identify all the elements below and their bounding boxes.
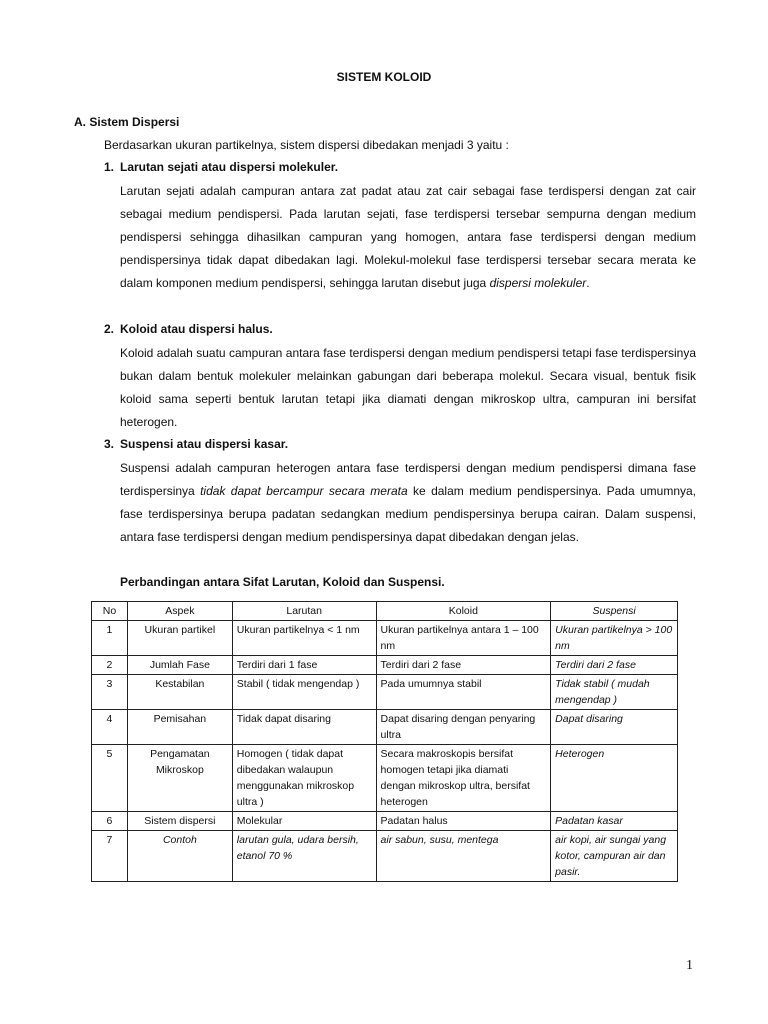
para-emphasis: tidak dapat bercampur secara merata [200,484,408,498]
table-row [92,710,678,745]
cell-suspensi: Terdiri dari 2 fase [551,656,678,675]
item-paragraph [120,180,696,295]
item-title [104,437,696,451]
cell-suspensi: Padatan kasar [551,812,678,831]
item-number: 1. [104,160,115,174]
item-title [104,160,696,174]
para-text: . [586,276,590,290]
cell-no: 2 [92,656,128,675]
cell-larutan: Homogen ( tidak dapat dibedakan walaupun menggunakan mikroskop ultra ) [232,745,376,812]
cell-koloid: Dapat disaring dengan penyaring ultra [376,710,551,745]
cell-no: 7 [92,831,128,882]
cell-suspensi: Dapat disaring [551,710,678,745]
table-header-row [92,602,678,621]
header-koloid: Koloid [376,602,551,621]
comparison-table [91,601,678,882]
cell-aspek: Ukuran partikel [127,621,232,656]
cell-aspek: Sistem dispersi [127,812,232,831]
item-title [104,322,696,336]
section-heading: A. Sistem Dispersi [74,115,180,129]
page-title: SISTEM KOLOID [336,70,432,84]
cell-suspensi: Tidak stabil ( mudah mengendap ) [551,675,678,710]
item-title-text: Larutan sejati atau dispersi molekuler. [120,160,339,174]
cell-koloid: Padatan halus [376,812,551,831]
item-1 [104,160,696,295]
cell-larutan: Terdiri dari 1 fase [232,656,376,675]
cell-suspensi: air kopi, air sungai yang kotor, campuran air dan pasir. [551,831,678,882]
item-paragraph [120,457,696,549]
item-number: 2. [104,322,115,336]
header-no: No [92,602,128,621]
cell-no: 1 [92,621,128,656]
cell-larutan: Ukuran partikelnya < 1 nm [232,621,376,656]
cell-koloid: Terdiri dari 2 fase [376,656,551,675]
cell-suspensi: Ukuran partikelnya > 100 nm [551,621,678,656]
cell-koloid: air sabun, susu, mentega [376,831,551,882]
cell-larutan: larutan gula, udara bersih, etanol 70 % [232,831,376,882]
table-row [92,656,678,675]
table-row [92,831,678,882]
intro-text: Berdasarkan ukuran partikelnya, sistem dispersi dibedakan menjadi 3 yaitu : [104,138,509,152]
cell-koloid: Ukuran partikelnya antara 1 – 100 nm [376,621,551,656]
cell-no: 4 [92,710,128,745]
cell-larutan: Tidak dapat disaring [232,710,376,745]
table-row [92,745,678,812]
cell-aspek: Pengamatan Mikroskop [127,745,232,812]
cell-no: 3 [92,675,128,710]
cell-suspensi: Heterogen [551,745,678,812]
table-row [92,812,678,831]
table-row [92,621,678,656]
cell-aspek: Pemisahan [127,710,232,745]
header-suspensi: Suspensi [551,602,678,621]
cell-larutan: Molekular [232,812,376,831]
cell-aspek: Jumlah Fase [127,656,232,675]
page-number: 1 [686,958,693,973]
para-text: Koloid adalah suatu campuran antara fase terdispersi dengan medium pendispersi tetapi fase terdispersinya bukan dalam bentuk molekuler melainkan gabungan dari beberapa molekul. Secara visual, bentuk fisik koloid sama seperti bentuk larutan tetapi jika diamati dengan mikroskop ultra, campuran ini bersifat heterogen. [120,346,696,429]
item-number: 3. [104,437,115,451]
para-text: ke dalam medium pendispersinya. Pada umumnya, fase terdispersinya berupa padatan sedangkan medium pendispersinya berupa cairan. Dalam suspensi, antara fase terdispersi dengan medium pendispersinya dapat dibedakan dengan jelas. [120,484,697,544]
para-text: Larutan sejati adalah campuran antara zat padat atau zat cair sebagai fase terdispersi dengan zat cair sebagai medium pendispersi. Pada larutan sejati, fase terdispersi tersebar sempurna dengan medium pendispersi sehingga dihasilkan campuran yang homogen, antara fase terdispersi dengan medium pendispersinya tidak dapat dibedakan lagi. Molekul-molekul fase terdispersi tersebar secara merata ke dalam komponen medium pendispersi, sehingga larutan disebut juga [120,184,696,290]
cell-aspek: Kestabilan [127,675,232,710]
item-3 [104,437,696,549]
cell-no: 6 [92,812,128,831]
cell-koloid: Pada umumnya stabil [376,675,551,710]
cell-koloid: Secara makroskopis bersifat homogen tetapi jika diamati dengan mikroskop ultra, bersifat heterogen [376,745,551,812]
item-title-text: Suspensi atau dispersi kasar. [120,437,289,451]
table-title: Perbandingan antara Sifat Larutan, Koloid dan Suspensi. [120,575,445,589]
item-title-text: Koloid atau dispersi halus. [120,322,273,336]
header-larutan: Larutan [232,602,376,621]
cell-larutan: Stabil ( tidak mengendap ) [232,675,376,710]
para-text: Suspensi adalah campuran heterogen antara fase terdispersi dengan medium pendispersi dimana fase terdispersinya [120,461,696,498]
header-aspek: Aspek [127,602,232,621]
cell-aspek: Contoh [127,831,232,882]
item-2 [104,322,696,434]
item-paragraph [120,342,696,434]
table-row [92,675,678,710]
cell-no: 5 [92,745,128,812]
para-emphasis: dispersi molekuler [489,276,587,290]
